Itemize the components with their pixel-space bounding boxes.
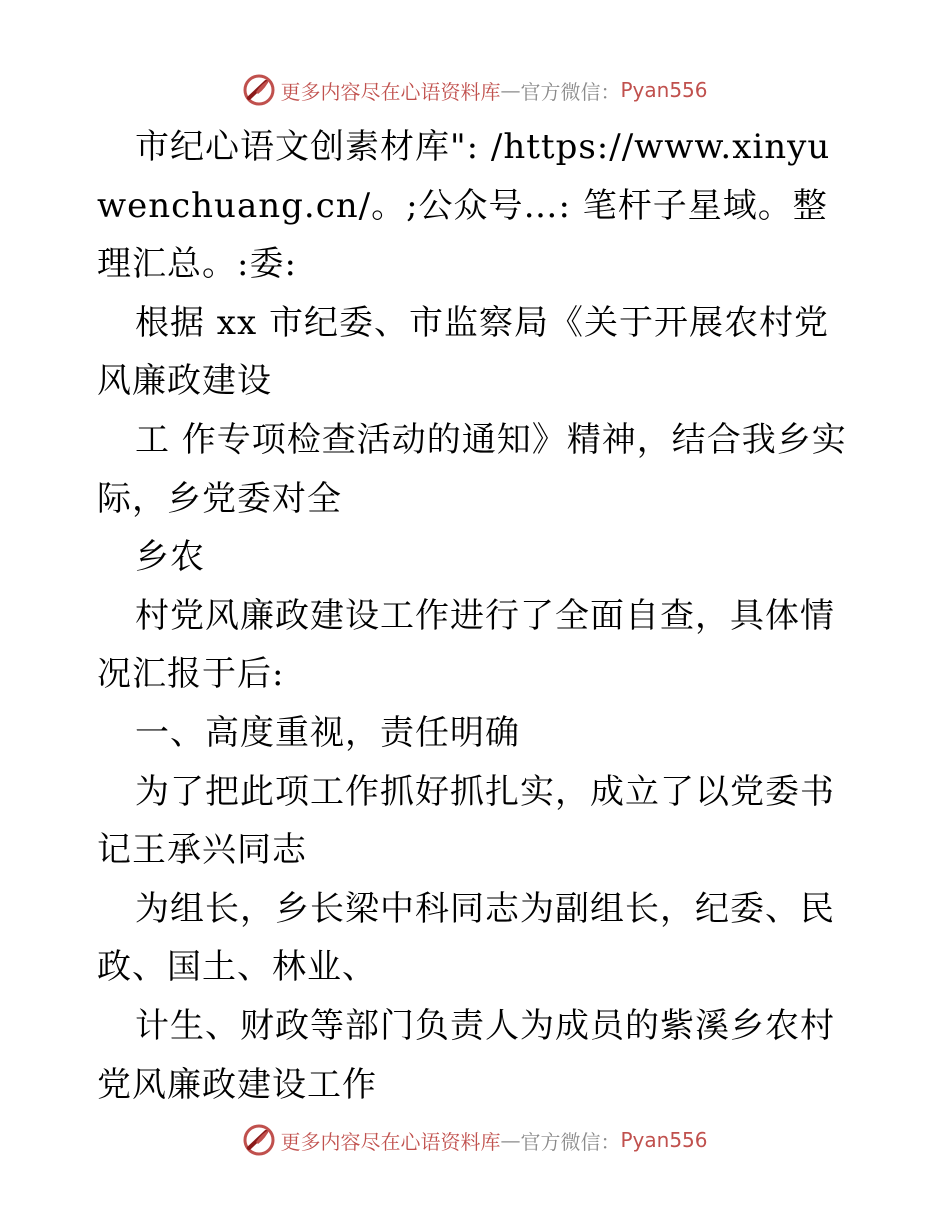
paragraph: 村党风廉政建设工作进行了全面自查，具体情况汇报于后: xyxy=(97,595,835,695)
watermark-main-text: 更多内容尽在心语资料库 xyxy=(280,79,501,104)
watermark-banner-top xyxy=(0,70,950,110)
watermark-banner-bottom xyxy=(0,1120,950,1160)
paragraph: 乡农 xyxy=(135,537,205,578)
watermark-dash: — xyxy=(500,1128,521,1152)
paragraph: 市纪心语文创素材库": /https://www.xinyuwenchuang.cn/。;公众号…: 笔杆子星域。整理汇总。:委: xyxy=(97,127,831,285)
feather-logo-icon xyxy=(242,73,276,107)
watermark-dash: — xyxy=(500,78,521,102)
paragraph: 为组长，乡长梁中科同志为副组长，纪委、民政、国土、林业、 xyxy=(97,888,835,988)
paragraph: 为了把此项工作抓好抓扎实，成立了以党委书记王承兴同志 xyxy=(97,771,835,871)
watermark-wechat-id: Pyan556 xyxy=(620,78,708,102)
watermark-label: 官方微信： xyxy=(520,1129,621,1154)
paragraph: 计生、财政等部门负责人为成员的紫溪乡农村党风廉政建设工作 xyxy=(97,1005,835,1105)
document-body xyxy=(97,118,857,1114)
watermark-main-text: 更多内容尽在心语资料库 xyxy=(280,1129,501,1154)
section-heading: 一、高度重视，责任明确 xyxy=(135,712,520,753)
paragraph: 根据 xx 市纪委、市监察局《关于开展农村党风廉政建设 xyxy=(97,302,829,402)
paragraph: 工 作专项检查活动的通知》精神，结合我乡实际，乡党委对全 xyxy=(97,419,847,519)
watermark-label: 官方微信： xyxy=(520,79,621,104)
watermark-wechat-id: Pyan556 xyxy=(620,1128,708,1152)
feather-logo-icon xyxy=(242,1123,276,1157)
